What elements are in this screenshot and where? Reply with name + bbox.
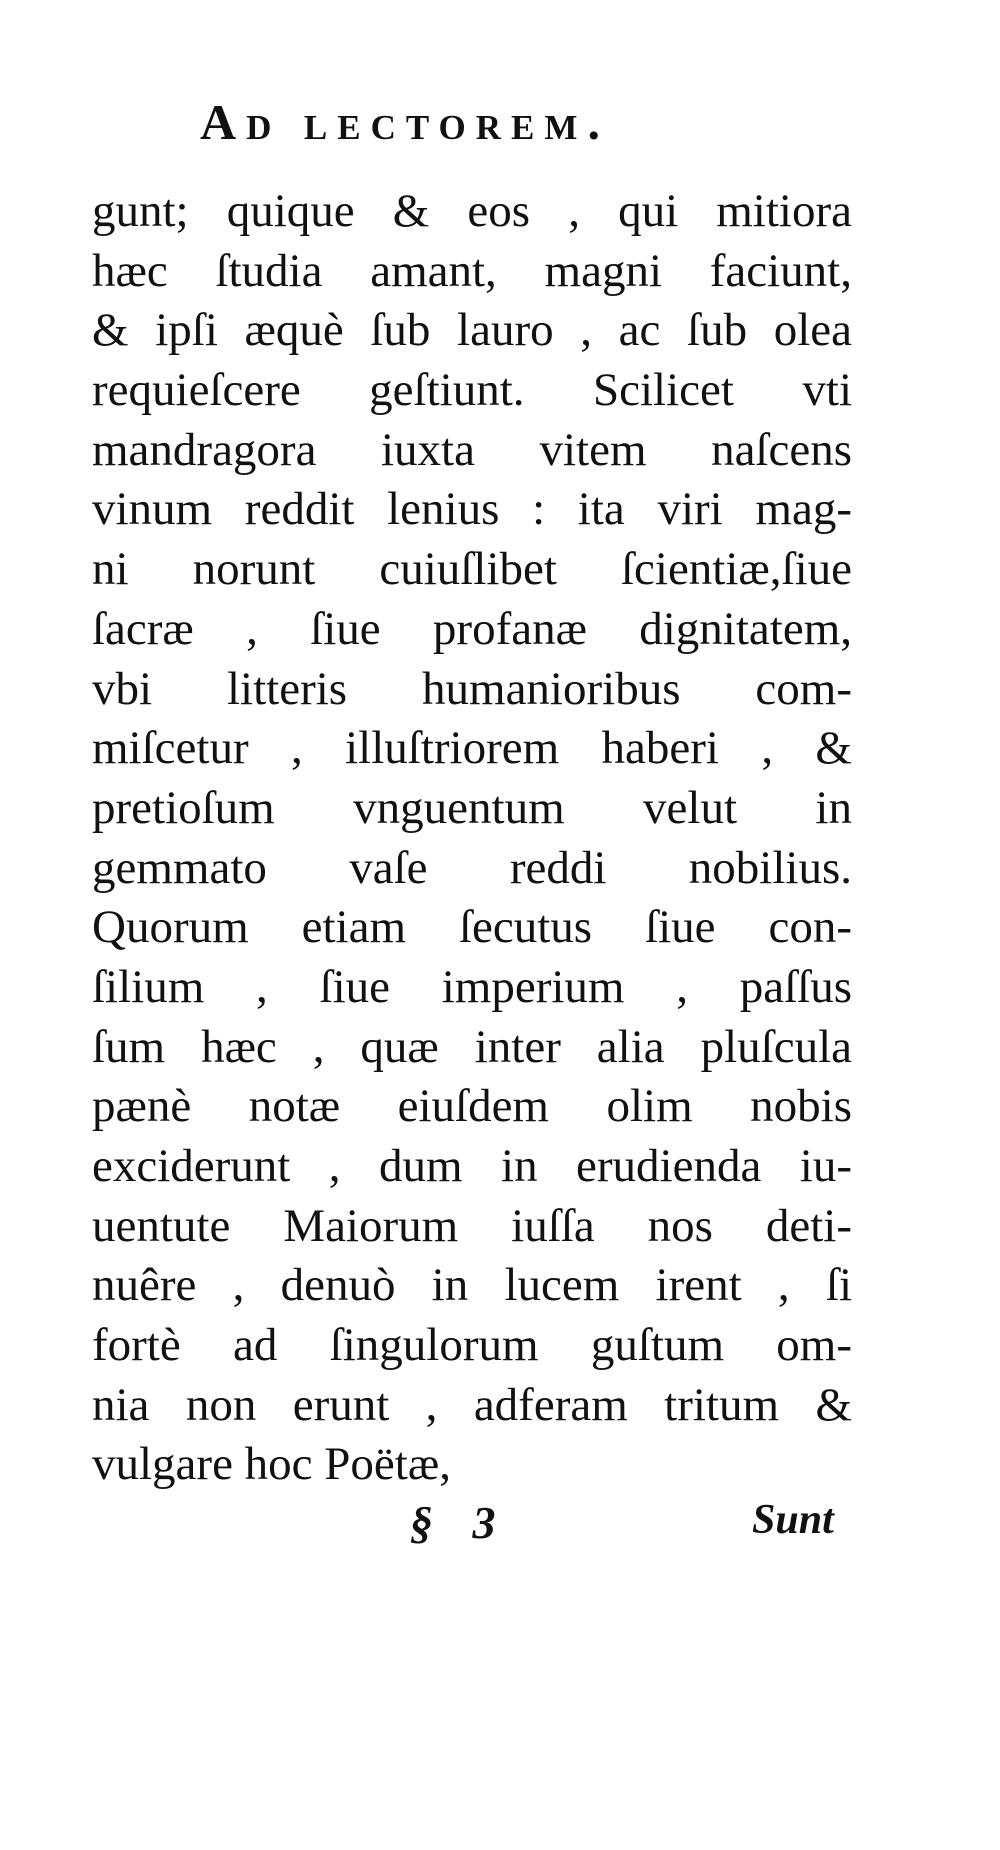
text-line: vinum reddit lenius : ita viri mag- [92,483,852,536]
text-line: nuêre , denuò in lucem irent , ſi [92,1259,852,1312]
text-line: fortè ad ſingulorum guſtum om- [92,1319,852,1372]
text-line: Quorum etiam ſecutus ſiue con- [92,901,852,954]
running-head: Ad lectorem. [200,94,610,150]
text-line: gunt; quique & eos , qui mitiora [92,185,852,237]
text-line: exciderunt , dum in erudienda iu- [92,1140,852,1192]
text-line: nia non erunt , adferam tritum & [92,1378,852,1431]
text-line: miſcetur , illuſtriorem haberi , & [92,722,852,775]
text-line: mandragora iuxta vitem naſcens [92,423,852,476]
text-line: & ipſi æquè ſub lauro , ac ſub olea [92,304,852,357]
text-line: pænè notæ eiuſdem olim nobis [92,1080,852,1133]
text-line: ſacræ , ſiue profanæ dignitatem, [92,602,852,655]
text-line: ſilium , ſiue imperium , paſſus [92,960,852,1013]
text-line: vulgare hoc Poëtæ, [92,1438,451,1491]
signature-mark: § 3 [410,1497,510,1548]
text-line: ni norunt cuiuſlibet ſcientiæ,ſiue [92,543,852,596]
text-line: vbi litteris humanioribus com- [92,662,852,715]
catchword: Sunt [752,1497,834,1543]
body-text [92,182,852,1495]
text-line: ſum hæc , quæ inter alia pluſcula [92,1020,852,1073]
text-line: pretioſum vnguentum velut in [92,781,852,834]
text-line: hæc ſtudia amant, magni faciunt, [92,244,852,297]
text-line: gemmato vaſe reddi nobilius. [92,841,852,894]
text-line: requieſcere geſtiunt. Scilicet vti [92,364,852,417]
text-line: uentute Maiorum iuſſa nos deti- [92,1199,852,1252]
